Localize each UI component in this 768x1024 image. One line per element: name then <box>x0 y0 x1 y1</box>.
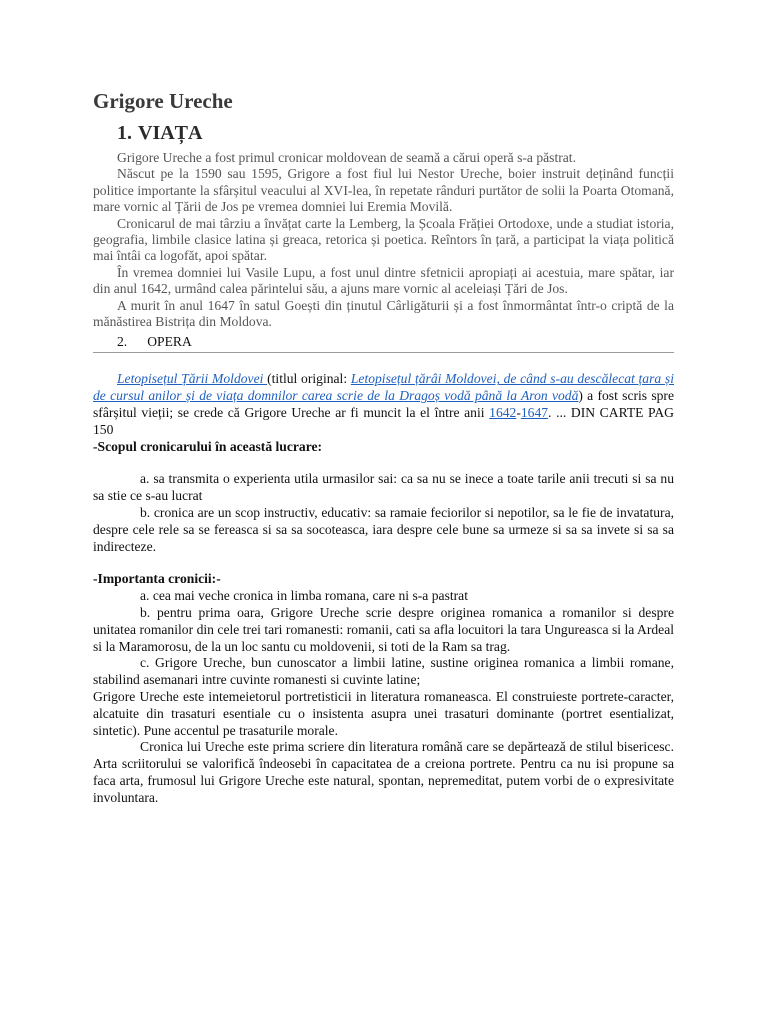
section-title: VIAȚA <box>138 122 203 144</box>
paragraph: Cronicarul de mai târziu a învățat carte la Lemberg, la Școala Frăției Ortodoxe, unde a studiat istoria, geografia, limbile clasice latina și greaca, retorica și poetica. Reîntors în țară, a participat la viața politică mai întâi ca logofăt, apoi spătar. <box>93 215 674 264</box>
list-item: c. Grigore Ureche, bun cunoscator a limbii latine, sustine originea romanica a limbii romane, stabilind asemanari intre cuvinte romanesti si cuvinte latine; <box>93 655 674 688</box>
section-heading-opera <box>117 334 674 350</box>
list-item: a. cea mai veche cronica in limba romana, care ni s-a pastrat <box>140 588 468 604</box>
section-title: OPERA <box>147 334 192 350</box>
paragraph: Născut pe la 1590 sau 1595, Grigore a fost fiul lui Nestor Ureche, boier instruit deținând funcții politice importante la sfârșitul veacului al XVI-lea, în repetate rânduri purtător de solii la Poarta Otomană, mare vornic al Țării de Jos pe vremea domniei lui Eremia Movilă. <box>93 166 674 215</box>
paragraph: Cronica lui Ureche este prima scriere din literatura română care se depărtează de stilul bisericesc. Arta scriitorului se valorifică îndeosebi în capacitatea de a creiona portrete. Pentru ca nu isi propune sa faca arta, frumosul lui Grigore Ureche este natural, spontan, nepremeditat, putem vorbi de o expresivitate involuntara. <box>93 739 674 805</box>
list-item: b. pentru prima oara, Grigore Ureche scrie despre originea romanica a romanilor si despre unitatea romanilor din cele trei tari romanesti: romanii, cati sa afla locuitori la tara Ungureasca si la Ardeal si la Maramorosu, de la un loc santu cu moldovenii, si toti de la Ram sa trag. <box>93 605 674 654</box>
paragraph: Grigore Ureche este intemeietorul portretisticii in literatura romaneasca. El construieste portrete-caracter, alcatuite din trasaturi esentiale cu o insistenta asupra unei trasaturi dominante (portret esentializat, sintetic). Pune accentul pe trasaturile morale. <box>93 689 674 738</box>
section-number: 2. <box>117 334 128 350</box>
text: ) a fost scris spre sfârșitul vieții; se crede că Grigore Ureche ar fi muncit la el între anii <box>93 388 674 421</box>
text: . ... DIN CARTE PAG 150 <box>93 405 674 437</box>
document-page <box>93 88 674 807</box>
section-number: 1. <box>117 122 132 144</box>
paragraph: A murit în anul 1647 în satul Goești din ținutul Cârligăturii și a fost înmormântat într-o criptă de la mănăstirea Bistrița din Moldova. <box>93 297 674 330</box>
link-year-1642[interactable]: 1642 <box>489 405 517 421</box>
scop-heading: -Scopul cronicarului în această lucrare: <box>93 438 323 454</box>
section-heading-viata <box>117 120 674 146</box>
list-item: b. cronica are un scop instructiv, educativ: sa ramaie feciorilor si nepotilor, sa le fie de invatatura, despre cele rele sa se fereasca si sa sa socoteasca, iara despre cele bune sa urmeze si sa sa invete si sa sa indirecteze. <box>93 505 674 554</box>
link-year-1647[interactable]: 1647 <box>520 405 549 421</box>
section-viata <box>93 150 674 330</box>
paragraph: Grigore Ureche a fost primul cronicar moldovean de seamă a cărui operă s-a păstrat. <box>117 150 576 165</box>
text: - <box>516 405 521 421</box>
link-letopiset[interactable]: Letopisețul Țării Moldovei <box>117 371 268 387</box>
text: (titlul original: <box>267 371 351 387</box>
document-title: Grigore Ureche <box>93 89 233 113</box>
section-opera <box>93 371 674 806</box>
list-item: a. sa transmita o experienta utila urmasilor sai: ca sa nu se inece a toate tarile anii trecuti si sa nu sa stie ce s-au lucrat <box>93 471 674 504</box>
paragraph-opera <box>93 371 674 438</box>
paragraph: În vremea domniei lui Vasile Lupu, a fost unul dintre sfetnicii apropiați ai acestuia, mare spătar, iar din anul 1642, urmând calea părintelui său, a ajuns mare vornic al aceleiași Țări de Jos. <box>93 264 674 297</box>
importanta-heading: -Importanta cronicii:- <box>93 571 221 587</box>
link-original-title[interactable]: Letopisețul țărâi Moldovei, de când s-au descălecat țara și de cursul anilor și de viața domnilor carea scrie de la Dragoș vodă până la Aron vodă <box>93 371 674 404</box>
